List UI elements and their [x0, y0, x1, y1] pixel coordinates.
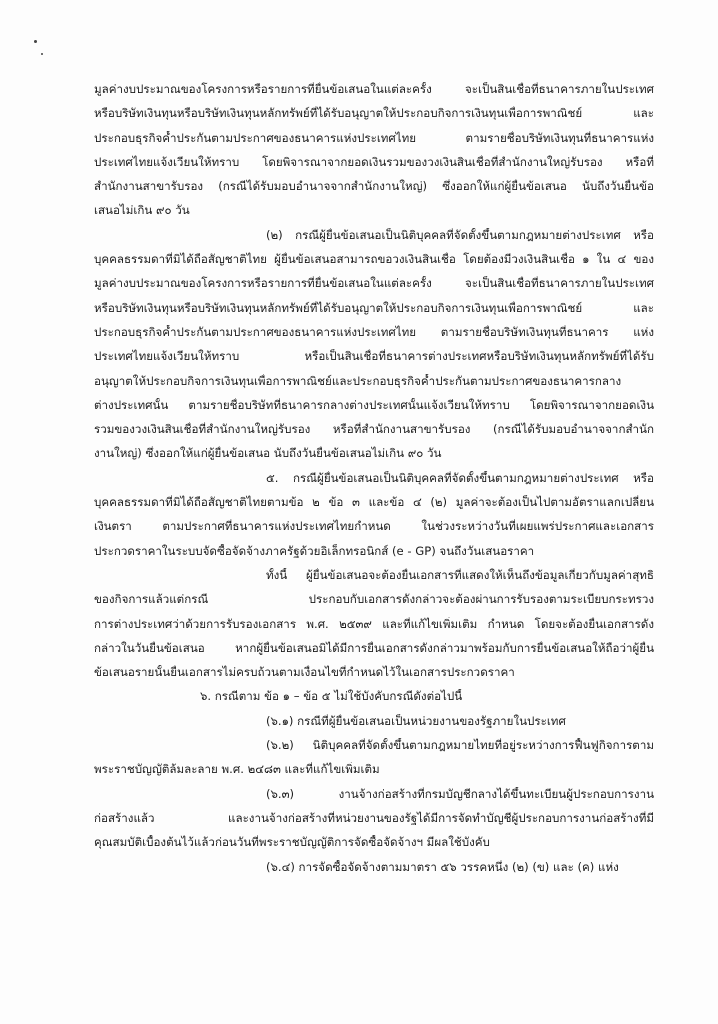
text-line: (๖.๒) นิติบุคคลที่จัดตั้งขึ้นตามกฎหมายไทยที่อยู่ระหว่างการฟื้นฟูกิจการตาม — [266, 738, 654, 753]
text-line: ก่อสร้างแล้ว และงานจ้างก่อสร้างที่หน่วยงานของรัฐได้มีการจัดทำบัญชีผู้ประกอบการงานก่อสร้างที่มี — [94, 810, 654, 825]
text-line: (๒) กรณีผู้ยื่นข้อเสนอเป็นนิติบุคคลที่จัดตั้งขึ้นตามกฎหมายต่างประเทศ หรือ — [266, 227, 654, 242]
text-line: รวมของวงเงินสินเชื่อที่สำนักงานใหญ่รับรอง หรือที่สำนักงานสาขารับรอง (กรณีได้รับมอบอำนาจจากสำนัก — [94, 422, 654, 437]
text-line: ประเทศไทยแจ้งเวียนให้ทราบ โดยพิจารณาจากยอดเงินรวมของวงเงินสินเชื่อที่สำนักงานใหญ่รับรอง หรือที่ — [94, 154, 654, 169]
scan-speck — [34, 40, 37, 43]
text-line: บุคคลธรรมดาที่มิได้ถือสัญชาติไทยตามข้อ ๒ ข้อ ๓ และข้อ ๔ (๒) มูลค่าจะต้องเป็นไปตามอัตราแลกเปลี่ยน — [94, 495, 654, 510]
text-line: กล่าวในวันยื่นข้อเสนอ หากผู้ยื่นข้อเสนอมิได้มีการยื่นเอกสารดังกล่าวมาพร้อมกับการยื่นข้อเสนอให้ถือว่าผู้ยื่น — [94, 640, 654, 655]
text-line: (๖.๔) การจัดซื้อจัดจ้างตามมาตรา ๕๖ วรรคหนึ่ง (๒) (ข) และ (ค) แห่ง — [266, 859, 619, 874]
text-line: พระราชบัญญัติล้มละลาย พ.ศ. ๒๔๘๓ และที่แก้ไขเพิ่มเติม — [94, 762, 380, 777]
text-line: ประกวดราคาในระบบจัดซื้อจัดจ้างภาครัฐด้วยอิเล็กทรอนิกส์ (e - GP) จนถึงวันเสนอราคา — [94, 543, 535, 558]
text-line: มูลค่างบประมาณของโครงการหรือรายการที่ยื่นข้อเสนอในแต่ละครั้ง จะเป็นสินเชื่อที่ธนาคารภายในประเทศ — [94, 276, 654, 291]
text-line: คุณสมบัติเบื้องต้นไว้แล้วก่อนวันที่พระราชบัญญัติการจัดซื้อจัดจ้างฯ มีผลใช้บังคับ — [94, 835, 490, 850]
text-line: หรือบริษัทเงินทุนหรือบริษัทเงินทุนหลักทรัพย์ที่ได้รับอนุญาตให้ประกอบกิจการเงินทุนเพื่อการพาณิชย์ และ — [94, 106, 654, 121]
text-line: ประกอบธุรกิจค้ำประกันตามประกาศของธนาคารแห่งประเทศไทย ตามรายชื่อบริษัทเงินทุนที่ธนาคารแห่ง — [94, 130, 654, 145]
text-line: บุคคลธรรมดาที่มิได้ถือสัญชาติไทย ผู้ยื่นข้อเสนอสามารถขอวงเงินสินเชื่อ โดยต้องมีวงเงินสินเชื่อ ๑ ใน ๔ ของ — [94, 252, 654, 267]
text-line: ต่างประเทศนั้น ตามรายชื่อบริษัทที่ธนาคารกลางต่างประเทศนั้นแจ้งเวียนให้ทราบ โดยพิจารณาจากยอดเงิน — [94, 397, 654, 412]
document-body — [94, 82, 654, 884]
text-line: (๖.๑) กรณีที่ผู้ยื่นข้อเสนอเป็นหน่วยงานของรัฐภายในประเทศ — [266, 713, 566, 728]
text-line: การต่างประเทศว่าด้วยการรับรองเอกสาร พ.ศ. ๒๕๓๙ และที่แก้ไขเพิ่มเติม กำหนด โดยจะต้องยื่นเอกสารดัง — [94, 616, 654, 631]
text-line: งานใหญ่) ซึ่งออกให้แก่ผู้ยื่นข้อเสนอ นับถึงวันยื่นข้อเสนอไม่เกิน ๙๐ วัน — [94, 446, 442, 461]
text-line: หรือบริษัทเงินทุนหรือบริษัทเงินทุนหลักทรัพย์ที่ได้รับอนุญาตให้ประกอบกิจการเงินทุนเพื่อการพาณิชย์ และ — [94, 300, 654, 315]
text-line: อนุญาตให้ประกอบกิจการเงินทุนเพื่อการพาณิชย์และประกอบธุรกิจค้ำประกันตามประกาศของธนาคารกลาง — [94, 373, 622, 388]
text-line: ของกิจการแล้วแต่กรณี ประกอบกับเอกสารดังกล่าวจะต้องผ่านการรับรองตามระเบียบกระทรวง — [94, 592, 654, 607]
text-line: สำนักงานสาขารับรอง (กรณีได้รับมอบอำนาจจากสำนักงานใหญ่) ซึ่งออกให้แก่ผู้ยื่นข้อเสนอ นับถึงวันยื่นข้อ — [94, 179, 654, 194]
text-line: ประกอบธุรกิจค้ำประกันตามประกาศของธนาคารแห่งประเทศไทย ตามรายชื่อบริษัทเงินทุนที่ธนาคาร แห่ง — [94, 324, 654, 339]
scan-speck — [41, 53, 43, 55]
text-line: (๖.๓) งานจ้างก่อสร้างที่กรมบัญชีกลางได้ขึ้นทะเบียนผู้ประกอบการงาน — [266, 786, 654, 801]
text-line: มูลค่างบประมาณของโครงการหรือรายการที่ยื่นข้อเสนอในแต่ละครั้ง จะเป็นสินเชื่อที่ธนาคารภายในประเทศ — [94, 82, 654, 96]
text-line: ประเทศไทยแจ้งเวียนให้ทราบ หรือเป็นสินเชื่อที่ธนาคารต่างประเทศหรือบริษัทเงินทุนหลักทรัพย์ที่ได้รับ — [94, 349, 654, 364]
text-line: ข้อเสนอรายนั้นยื่นเอกสารไม่ครบถ้วนตามเงื่อนไขที่กำหนดไว้ในเอกสารประกวดราคา — [94, 665, 515, 680]
text-line: เสนอไม่เกิน ๙๐ วัน — [94, 203, 190, 218]
text-line: ทั้งนี้ ผู้ยื่นข้อเสนอจะต้องยื่นเอกสารที่แสดงให้เห็นถึงข้อมูลเกี่ยวกับมูลค่าสุทธิ — [266, 567, 654, 582]
text-line: ๖. กรณีตาม ข้อ ๑ – ข้อ ๕ ไม่ใช้บังคับกรณีดังต่อไปนี้ — [200, 689, 463, 704]
text-line: เงินตรา ตามประกาศที่ธนาคารแห่งประเทศไทยกำหนด ในช่วงระหว่างวันที่เผยแพร่ประกาศและเอกสาร — [94, 519, 654, 534]
text-line: ๕. กรณีผู้ยื่นข้อเสนอเป็นนิติบุคคลที่จัดตั้งขึ้นตามกฎหมายต่างประเทศ หรือ — [266, 470, 654, 485]
